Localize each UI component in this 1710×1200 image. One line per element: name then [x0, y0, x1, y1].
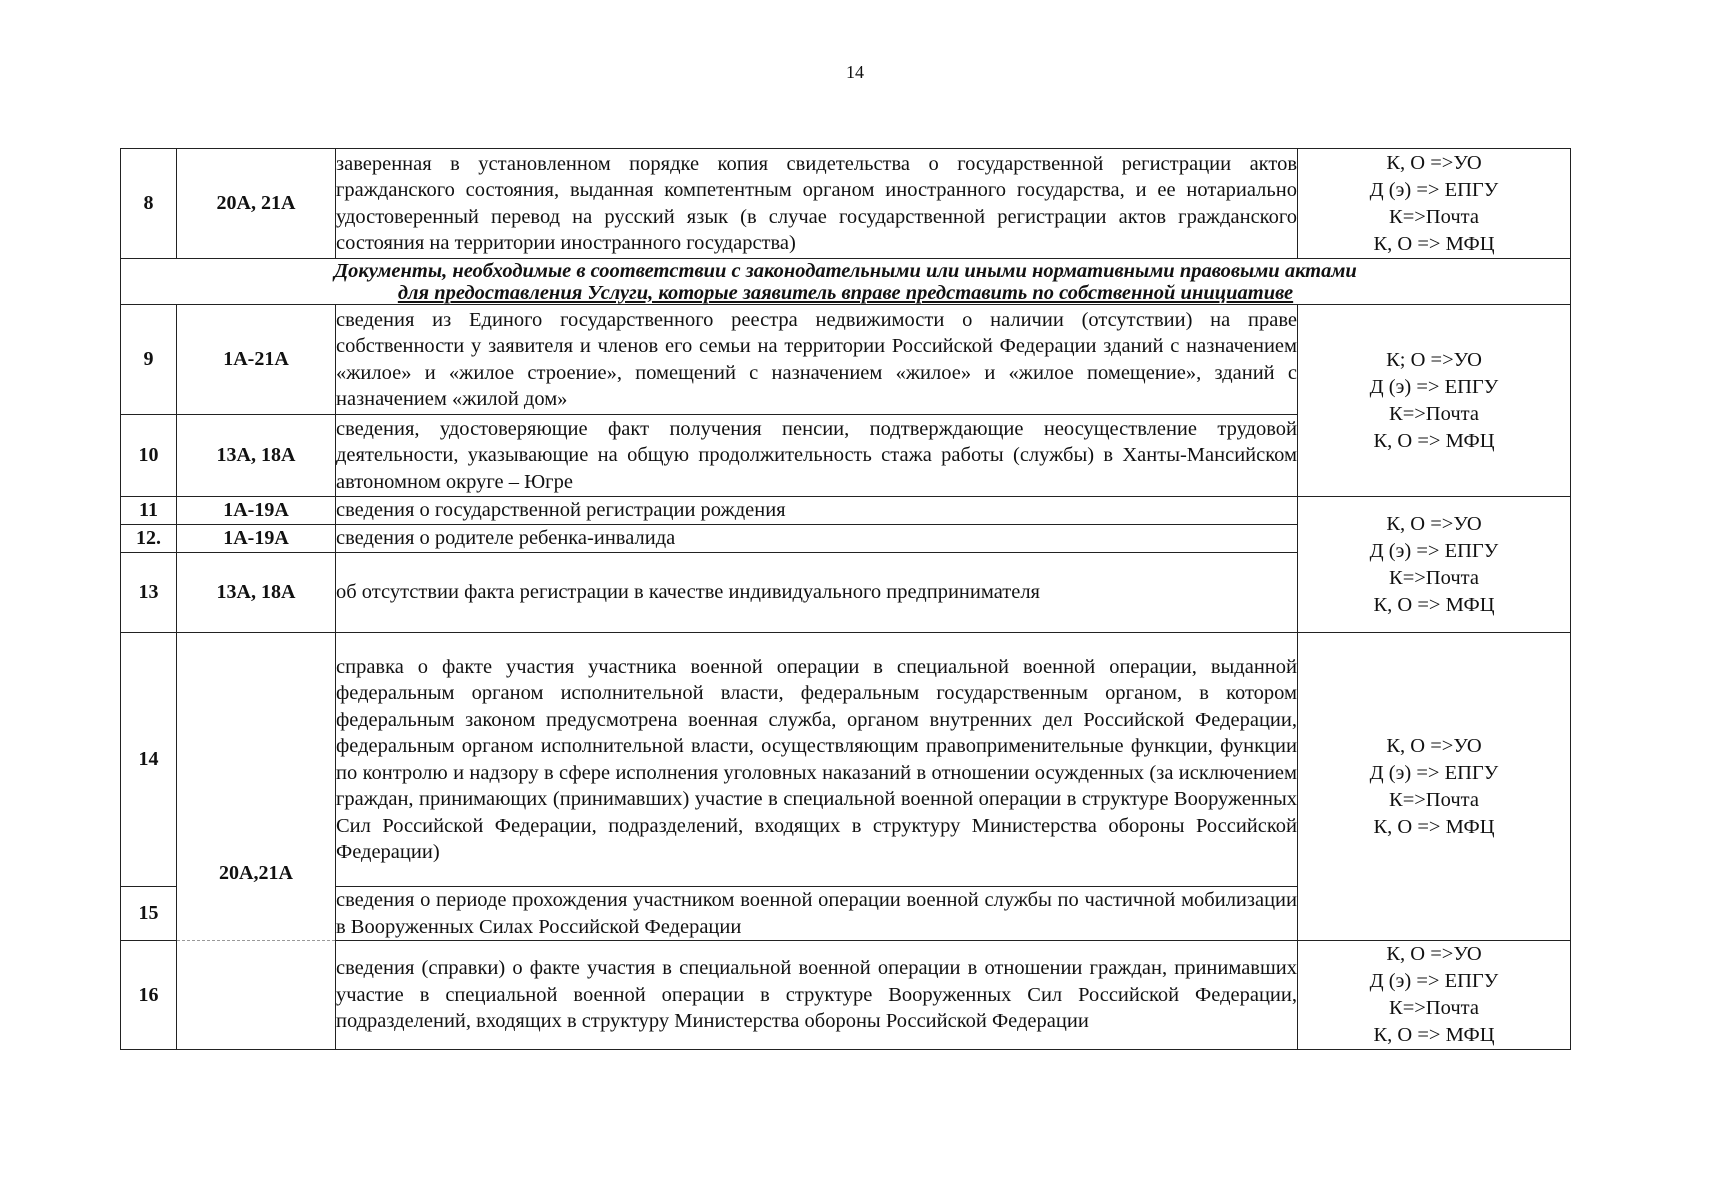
row-number: 11 [121, 497, 177, 525]
table-row [121, 941, 1571, 1050]
row-number: 13 [121, 553, 177, 633]
row-number: 14 [121, 633, 177, 887]
method-line: Д (э) => ЕПГУ [1369, 970, 1499, 992]
applicant-codes: 20А, 21А [177, 149, 336, 259]
method-line: Д (э) => ЕПГУ [1369, 761, 1499, 784]
row-number: 16 [121, 941, 177, 1050]
method-line: К=>Почта [1389, 788, 1479, 811]
applicant-codes: 13А, 18А [177, 415, 336, 497]
submission-methods [1298, 633, 1571, 941]
section-header [121, 259, 1571, 305]
table-row [121, 633, 1571, 887]
method-line: К, О => МФЦ [1373, 593, 1495, 616]
method-line: Д (э) => ЕПГУ [1369, 178, 1499, 201]
method-line: К=>Почта [1389, 402, 1479, 425]
document-description: справка о факте участия участника военной операции в специальной военной операции, выданной федеральным органом исполнительной власти, федеральным государственным органом, в котором федеральным законом предусмотрена военная служба, органом внутренних дел Российской Федерации, федеральным органом исполнительной власти, осуществляющим правоприменительные функции, функции по контролю и надзору в сфере исполнения уголовных наказаний в отношении осужденных (за исключением граждан, принимающих (принимавших) участие в специальной военной операции в структуре Вооруженных Сил Российской Федерации, подразделений, входящих в структуру Министерства обороны Российской Федерации) [336, 633, 1298, 887]
submission-methods [1298, 497, 1571, 633]
method-line: К, О =>УО [1386, 734, 1482, 757]
applicant-codes: 1А-19А [177, 525, 336, 553]
method-line: К=>Почта [1389, 566, 1479, 589]
table-row [121, 497, 1571, 525]
method-line: К, О =>УО [1386, 943, 1482, 965]
table-row [121, 305, 1571, 415]
section-header-line: Документы, необходимые в соответствии с законодательными или иными нормативными правовыми актами [334, 259, 1357, 282]
method-line: К, О => МФЦ [1373, 1024, 1495, 1046]
document-description: сведения (справки) о факте участия в специальной военной операции в отношении граждан, принимавших участие в специальной военной операции в структуре Вооруженных Сил Российской Федерации, подразделений, входящих в структуру Министерства обороны Российской Федерации [336, 941, 1298, 1050]
page-number: 14 [846, 62, 864, 82]
section-header-row [121, 259, 1571, 305]
method-line: К, О => МФЦ [1373, 815, 1495, 838]
row-number: 10 [121, 415, 177, 497]
method-line: К, О =>УО [1386, 151, 1482, 174]
method-line: К, О => МФЦ [1373, 429, 1495, 452]
document-description: сведения из Единого государственного реестра недвижимости о наличии (отсутствии) на праве собственности у заявителя и членов его семьи на территории Российской Федерации зданий с назначением «жилое» и «жилое строение», помещений с назначением «жилое» и «жилое помещение», зданий с назначением «жилой дом» [336, 305, 1298, 415]
applicant-codes: 1А-21А [177, 305, 336, 415]
submission-methods [1298, 305, 1571, 497]
method-line: Д (э) => ЕПГУ [1369, 539, 1499, 562]
applicant-codes: 13А, 18А [177, 553, 336, 633]
document-description: заверенная в установленном порядке копия свидетельства о государственной регистрации актов гражданского состояния, выданная компетентным органом иностранного государства, и ее нотариально удостоверенный перевод на русский язык (в случае государственной регистрации актов гражданского состояния на территории иностранного государства) [336, 149, 1298, 259]
applicant-codes: 20А,21А [177, 633, 336, 887]
documents-table [120, 148, 1571, 1050]
document-description: об отсутствии факта регистрации в качестве индивидуального предпринимателя [336, 553, 1298, 633]
method-line: К=>Почта [1389, 997, 1479, 1019]
submission-methods [1298, 941, 1571, 1050]
applicant-codes: 1А-19А [177, 497, 336, 525]
row-number: 9 [121, 305, 177, 415]
section-header-line: для предоставления Услуги, которые заявитель вправе представить по собственной инициативе [397, 281, 1294, 304]
method-line: К, О => МФЦ [1373, 232, 1495, 255]
method-line: К=>Почта [1389, 205, 1479, 228]
row-number: 8 [121, 149, 177, 259]
method-line: К, О =>УО [1386, 512, 1482, 535]
document-description: сведения о периоде прохождения участником военной операции военной службы по частичной мобилизации в Вооруженных Силах Российской Федерации [336, 887, 1298, 941]
row-number: 15 [121, 887, 177, 941]
row-number: 12. [121, 525, 177, 553]
applicant-codes [177, 941, 336, 1050]
document-description: сведения о государственной регистрации рождения [336, 497, 1298, 525]
document-description: сведения о родителе ребенка-инвалида [336, 525, 1298, 553]
table-row [121, 149, 1571, 259]
method-line: К; О =>УО [1386, 348, 1482, 371]
applicant-codes [177, 887, 336, 941]
method-line: Д (э) => ЕПГУ [1369, 375, 1499, 398]
document-description: сведения, удостоверяющие факт получения пенсии, подтверждающие неосуществление трудовой деятельности, указывающие на общую продолжительность стажа работы (службы) в Ханты-Мансийском автономном округе – Югре [336, 415, 1298, 497]
submission-methods [1298, 149, 1571, 259]
